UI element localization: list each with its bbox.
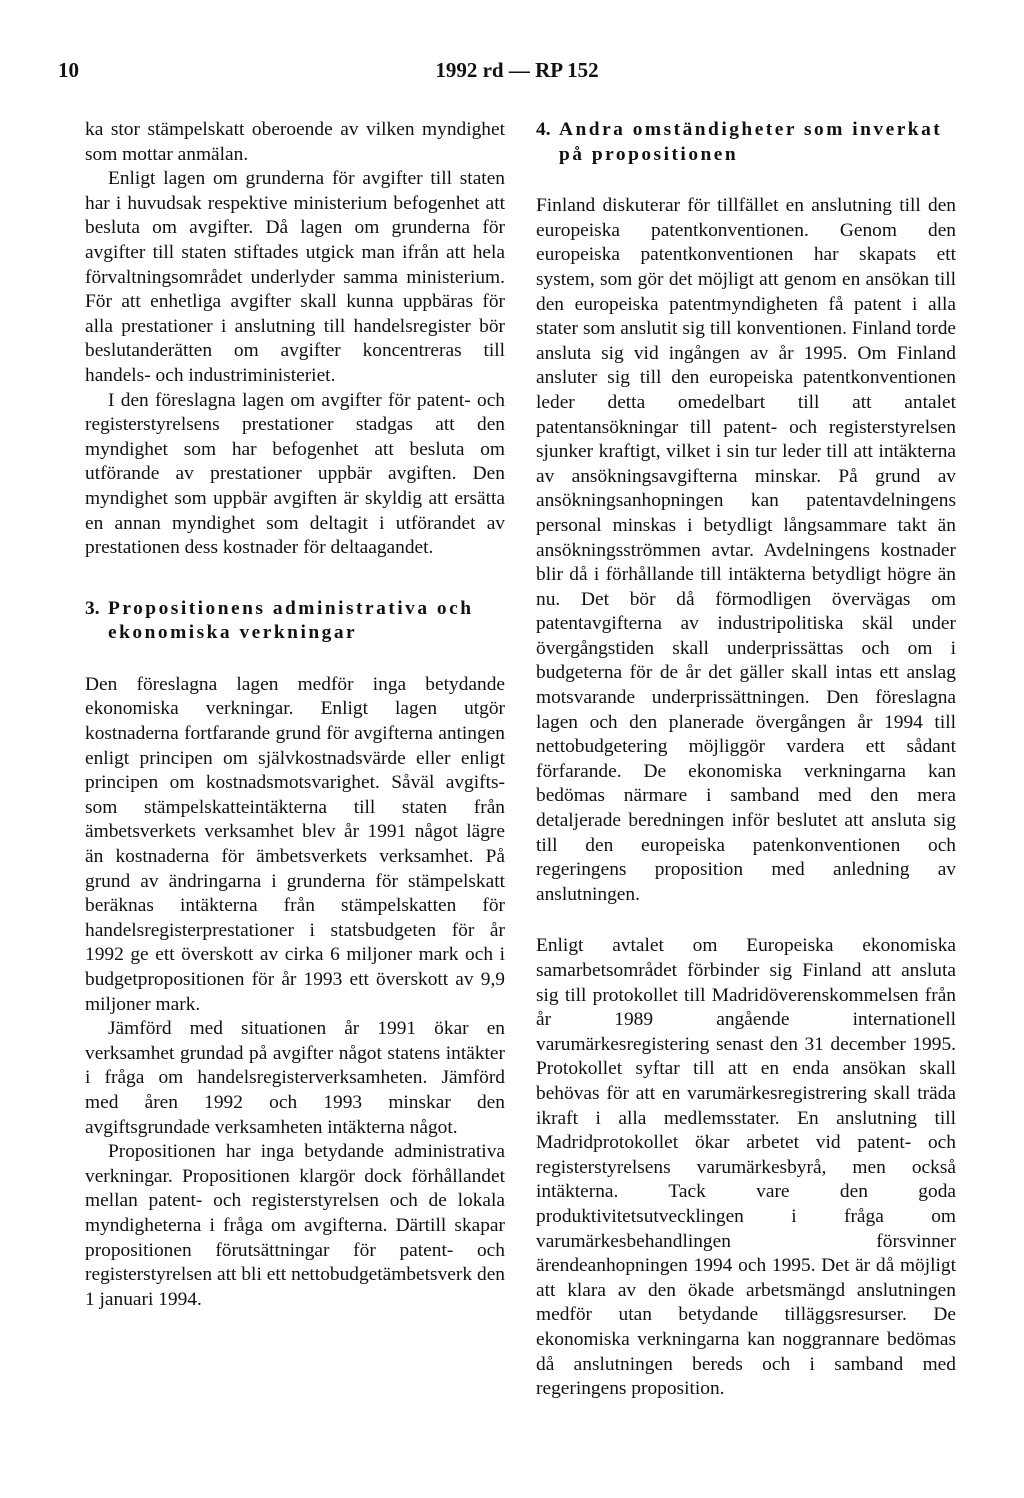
paragraph: ka stor stämpelskatt oberoende av vilken myndighet som mottar anmälan. [85, 119, 505, 165]
paragraph: Enligt lagen om grunderna för avgifter till staten har i huvudsak respektive ministerium befogenhet att besluta om avgifter. Då lagen om grunderna för avgifter till staten stiftades utgick man ifrån att hela förvaltningsområdet underlyder samma ministerium. För att enhetliga avgifter skall kunna uppbäras för alla prestationer i anslutning till handelsregister bör beslutanderätten om avgifter koncentreras till handels- och industriministeriet. [85, 168, 505, 386]
running-title: 1992 rd — RP 152 [435, 58, 599, 82]
paragraph: Den föreslagna lagen medför inga betydande ekonomiska verkningar. Enligt lagen utgör kostnaderna fortfarande grund för avgifterna antingen enligt principen om självkostnadsvärde eller enligt principen om kostnadsmotsvarighet. Såväl avgifts- som stämpelskatteintäkterna till staten från ämbetsverkets verksamhet blev år 1991 något lägre än kostnaderna för ämbetsverkets verksamhet. På grund av ändringarna i grunderna för stämpelskatt beräknas intäkterna från stämpelskatten för handelsregisterprestationer i statsbudgeten för år 1992 ge ett överskott av cirka 6 miljoner mark och i budgetpropositionen för år 1993 ett överskott av 9,9 miljoner mark. [85, 673, 505, 1015]
paragraph: Propositionen har inga betydande administrativa verkningar. Propositionen klargör dock förhållandet mellan patent- och registerstyrelsen och de lokala myndigheterna i fråga om avgifterna. Därtill skapar propositionen förutsättningar för patent- och registerstyrelsen att bli ett nettobudgetämbetsverk den 1 januari 1994. [85, 1141, 505, 1310]
right-column [536, 118, 956, 1402]
section-heading-3 [85, 597, 505, 646]
section-number: 3. [85, 597, 100, 619]
section-title: Andra omständigheter som inverkat på propositionen [559, 119, 943, 165]
paragraph: I den föreslagna lagen om avgifter för patent- och registerstyrelsens prestationer stadgas att den myndighet som har befogenhet att besluta om utförande av prestationer uppbär avgiften. Den myndighet som uppbär avgiften är skyldig att ersätta en annan myndighet som deltagit i utförandet av prestationen dess kostnader för deltaagandet. [85, 389, 505, 559]
paragraph: Jämförd med situationen år 1991 ökar en verksamhet grundad på avgifter något statens intäkter i fråga om handelsregisterverksamheten. Jämförd med åren 1992 och 1993 minskar den avgiftsgrundade verksamheten intäkterna något. [85, 1018, 505, 1138]
section-heading-4 [536, 118, 956, 167]
section-number: 4. [536, 119, 551, 140]
paragraph: Enligt avtalet om Europeiska ekonomiska samarbetsområdet förbinder sig Finland att ansluta sig till protokollet till Madridöverenskommelsen från år 1989 angående internationell varumärkesregistering senast den 31 december 1995. Protokollet syftar till att en enda ansökan skall behövas för att en varumärkesregistrering skall träda ikraft i alla medlemsstater. En anslutning till Madridprotokollet ökar arbetet vid patent- och registerstyrelsens varumärkesbyrå, men också intäkterna. Tack vare den goda produktivitetsutvecklingen i fråga om varumärkesbehandlingen försvinner ärendeanhopningen 1994 och 1995. Det är då möjligt att klara av den ökade arbetsmängd anslutningen medför utan betydande tilläggsresurser. De ekonomiska verkningarna kan noggrannare bedömas då anslutningen bereds och i samband med regeringens proposition. [536, 935, 956, 1400]
left-column [85, 118, 505, 1312]
page-header [58, 58, 976, 88]
page-number: 10 [58, 58, 79, 82]
section-title: Propositionens administrativa och ekonomiska verkningar [108, 597, 474, 644]
paragraph: Finland diskuterar för tillfället en anslutning till den europeiska patentkonventionen. Genom den europeiska patentkonventionen har skapats ett system, som gör det möjligt att genom en ansökan till den europeiska patentmyndigheten få patent i alla stater som anslutit sig till konventionen. Finland torde ansluta sig vid ingången av år 1995. Om Finland ansluter sig till den europeiska patentkonventionen leder detta omedelbart till att antalet patentansökningar till patent- och registerstyrelsen sjunker kraftigt, vilket i sin tur leder till att intäkterna av ansökningsavgifterna minskar. På grund av ansökningsanhopningen kan patentavdelningens personal minskas i betydligt långsammare takt än ansökningsströmmen avtar. Avdelningens kostnader blir då i förhållande till intäkterna betydligt högre än nu. Det bör då förmodligen övervägas om patentavgifterna av industripolitiska skäl under övergångstiden skall underprissättas och om i budgeterna för de år det gäller skall intas ett anslag motsvarande underprissättningen. Den föreslagna lagen och den planerade övergången år 1994 till nettobudgetering möjliggör vardera ett sådant förfarande. De ekonomiska verkningarna kan bedömas närmare i samband med den mera detaljerade beredningen inför beslutet att ansluta sig till den europeiska patenkonventionen och regeringens proposition med anledning av anslutningen. [536, 195, 956, 905]
